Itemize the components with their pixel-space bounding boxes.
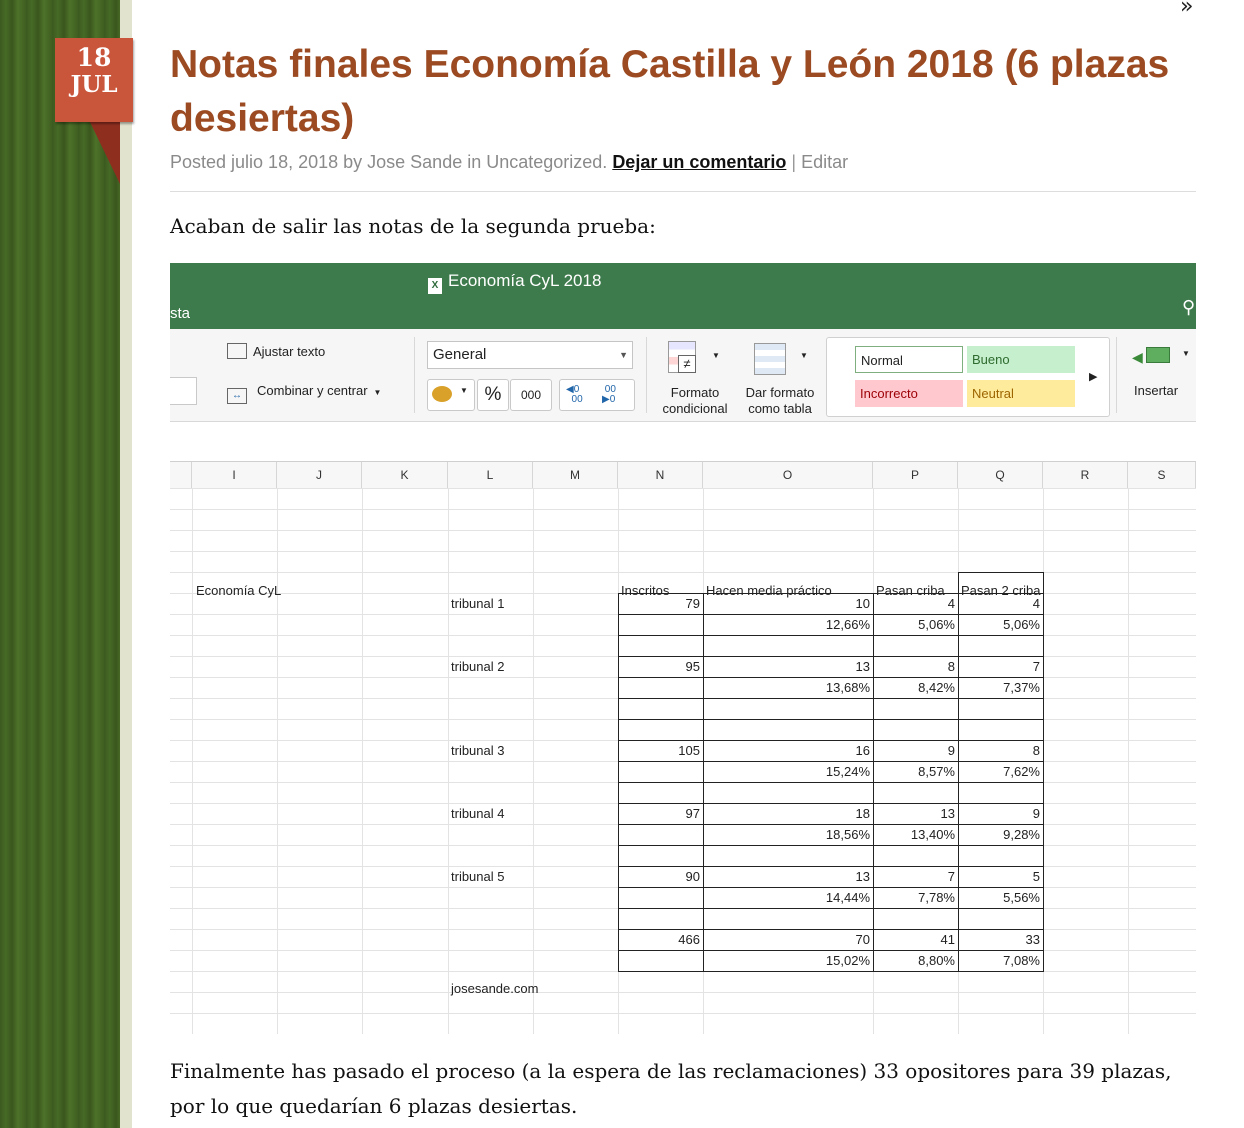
column-header-r: R — [1043, 462, 1128, 488]
comment-link[interactable]: Dejar un comentario — [612, 152, 787, 172]
date-month: JUL — [70, 71, 118, 98]
meta-divider — [170, 191, 1196, 192]
excel-title-bar — [170, 263, 1196, 329]
cell-media: 18 — [855, 806, 870, 821]
style-good: Bueno — [967, 346, 1075, 373]
total-pct-criba: 8,80% — [918, 953, 955, 968]
column-header-s: S — [1128, 462, 1196, 488]
total-inscritos: 466 — [678, 932, 700, 947]
conditional-format-button — [654, 385, 736, 417]
lightbulb-icon: ⚲ — [1182, 297, 1196, 317]
post-meta-text: Posted julio 18, 2018 by Jose Sande in Uncategorized. — [170, 152, 608, 172]
left-sidebar-border — [120, 0, 132, 1128]
total-criba: 41 — [940, 932, 955, 947]
column-header-i: I — [192, 462, 277, 488]
increase-decimals-icon: ◀0 00 — [566, 384, 583, 405]
table-format-icon — [754, 343, 786, 375]
excel-doc-title — [428, 271, 601, 294]
cell-pct-criba2: 9,28% — [1003, 827, 1040, 842]
styles-more-icon: ▶ — [1089, 371, 1098, 383]
next-post-link[interactable]: » — [1180, 0, 1194, 19]
wrap-text-icon — [227, 343, 247, 359]
cell-criba2: 5 — [1032, 869, 1040, 884]
spreadsheet-grid — [170, 488, 1196, 1034]
cell-pct-criba2: 7,62% — [1003, 764, 1040, 779]
header-media: Hacen media práctico — [706, 583, 832, 598]
cell-media: 16 — [855, 743, 870, 758]
ribbon-tab: sta — [170, 305, 191, 322]
excel-ribbon: Ajustar texto ↔ Combinar y centrar ▼ General ▼ ▼ % 000 ◀0 00 00 ▶0 ≠ ▼ Formato condicional ▼ Dar formato como tabla Normal Bueno Incorrecto Neutral ▶ ◀ ▼ Insertar — [170, 329, 1196, 422]
excel-screenshot — [170, 263, 1196, 1035]
cell-criba2: 4 — [1032, 596, 1040, 611]
cond-format-label-2: condicional — [662, 401, 728, 416]
total-pct-criba2: 7,08% — [1003, 953, 1040, 968]
tribunal-label: tribunal 2 — [451, 659, 505, 674]
cell-media: 13 — [855, 869, 870, 884]
merge-center-button: ↔ Combinar y centrar ▼ — [227, 383, 381, 404]
cell-pct-media: 18,56% — [825, 827, 870, 842]
tribunal-label: tribunal 3 — [451, 743, 505, 758]
grid-lines — [170, 488, 1196, 1034]
cell-pct-criba: 8,57% — [918, 764, 955, 779]
tribunal-label: tribunal 1 — [451, 596, 505, 611]
column-header-j: J — [277, 462, 362, 488]
cell-inscritos: 105 — [678, 743, 700, 758]
post-title[interactable]: Notas finales Economía Castilla y León 2018 (6 plazas desiertas) — [170, 43, 1170, 140]
cell-criba: 8 — [947, 659, 955, 674]
cell-criba: 13 — [940, 806, 955, 821]
tribunal-label: tribunal 4 — [451, 806, 505, 821]
column-headers — [170, 461, 1196, 489]
column-header-q: Q — [958, 462, 1043, 488]
cell-criba: 7 — [947, 869, 955, 884]
date-badge-ribbon — [90, 122, 120, 184]
post-conclusion: Finalmente has pasado el proceso (a la espera de las reclamaciones) 33 opositores para 39 plazas, por lo que quedarían 6 plazas desiertas. — [170, 1059, 1172, 1118]
table-format-label-1: Dar formato — [745, 385, 815, 400]
cell-criba: 4 — [947, 596, 955, 611]
date-day: 18 — [76, 43, 112, 72]
cell-criba: 9 — [947, 743, 955, 758]
cell-styles-gallery — [826, 337, 1110, 417]
cell-media: 10 — [855, 596, 870, 611]
cell-criba2: 8 — [1032, 743, 1040, 758]
insert-cells-icon: ◀ ▼ — [1132, 349, 1190, 365]
cell-inscritos: 90 — [685, 869, 700, 884]
cell-pct-criba2: 5,06% — [1003, 617, 1040, 632]
currency-button: ▼ — [427, 379, 475, 411]
cell-media: 13 — [855, 659, 870, 674]
column-header-k: K — [362, 462, 448, 488]
wrap-text-label: Ajustar texto — [253, 344, 326, 359]
cell-pct-media: 14,44% — [825, 890, 870, 905]
decrease-decimals-icon: 00 ▶0 — [602, 384, 616, 405]
insert-button: Insertar — [1134, 383, 1179, 398]
wrap-text-button — [227, 343, 325, 359]
total-media: 70 — [855, 932, 870, 947]
cell-criba2: 7 — [1032, 659, 1040, 674]
post-meta — [170, 152, 848, 173]
cell-inscritos: 97 — [685, 806, 700, 821]
excel-doc-name: Economía CyL 2018 — [448, 271, 602, 290]
merge-center-label: Combinar y centrar — [257, 383, 368, 398]
column-header-m: M — [533, 462, 618, 488]
total-pct-media: 15,02% — [825, 953, 870, 968]
table-format-label-2: como tabla — [748, 401, 812, 416]
header-criba: Pasan criba — [876, 583, 945, 598]
conditional-format-icon: ≠ — [668, 341, 698, 375]
thousands-button: 000 — [510, 379, 552, 411]
header-criba2: Pasan 2 criba — [961, 583, 1041, 598]
coins-icon — [432, 386, 452, 402]
column-header-o: O — [703, 462, 873, 488]
total-criba2: 33 — [1025, 932, 1040, 947]
cell-pct-criba: 8,42% — [918, 680, 955, 695]
meta-separator: | — [791, 152, 797, 172]
merge-center-icon: ↔ — [227, 388, 247, 404]
tribunal-label: tribunal 5 — [451, 869, 505, 884]
table-format-button — [736, 385, 824, 417]
cell-inscritos: 79 — [685, 596, 700, 611]
sheet-label: Economía CyL — [196, 583, 282, 598]
column-header-p: P — [873, 462, 958, 488]
indent-icon — [170, 377, 197, 405]
edit-link[interactable]: Editar — [801, 152, 849, 172]
cell-pct-criba: 13,40% — [910, 827, 955, 842]
cond-format-label-1: Formato — [670, 385, 720, 400]
cell-pct-criba2: 7,37% — [1003, 680, 1040, 695]
style-bad: Incorrecto — [855, 380, 963, 407]
cell-pct-criba: 5,06% — [918, 617, 955, 632]
cell-inscritos: 95 — [685, 659, 700, 674]
footer-website: josesande.com — [451, 981, 539, 996]
cell-pct-criba2: 5,56% — [1003, 890, 1040, 905]
cell-pct-criba: 7,78% — [918, 890, 955, 905]
style-normal: Normal — [855, 346, 963, 373]
excel-file-icon: X — [428, 278, 442, 294]
header-inscritos: Inscritos — [621, 583, 670, 598]
decimals-buttons — [559, 379, 635, 411]
percent-button: % — [477, 379, 509, 411]
cell-pct-media: 12,66% — [825, 617, 870, 632]
column-header-n: N — [618, 462, 703, 488]
style-neutral: Neutral — [967, 380, 1075, 407]
post-intro: Acaban de salir las notas de la segunda prueba: — [170, 214, 656, 238]
cell-pct-media: 13,68% — [825, 680, 870, 695]
row-header-corner — [170, 462, 192, 488]
column-header-l: L — [448, 462, 533, 488]
number-format-select: General ▼ — [427, 341, 633, 369]
cell-pct-media: 15,24% — [825, 764, 870, 779]
cell-criba2: 9 — [1032, 806, 1040, 821]
date-badge — [55, 38, 133, 122]
